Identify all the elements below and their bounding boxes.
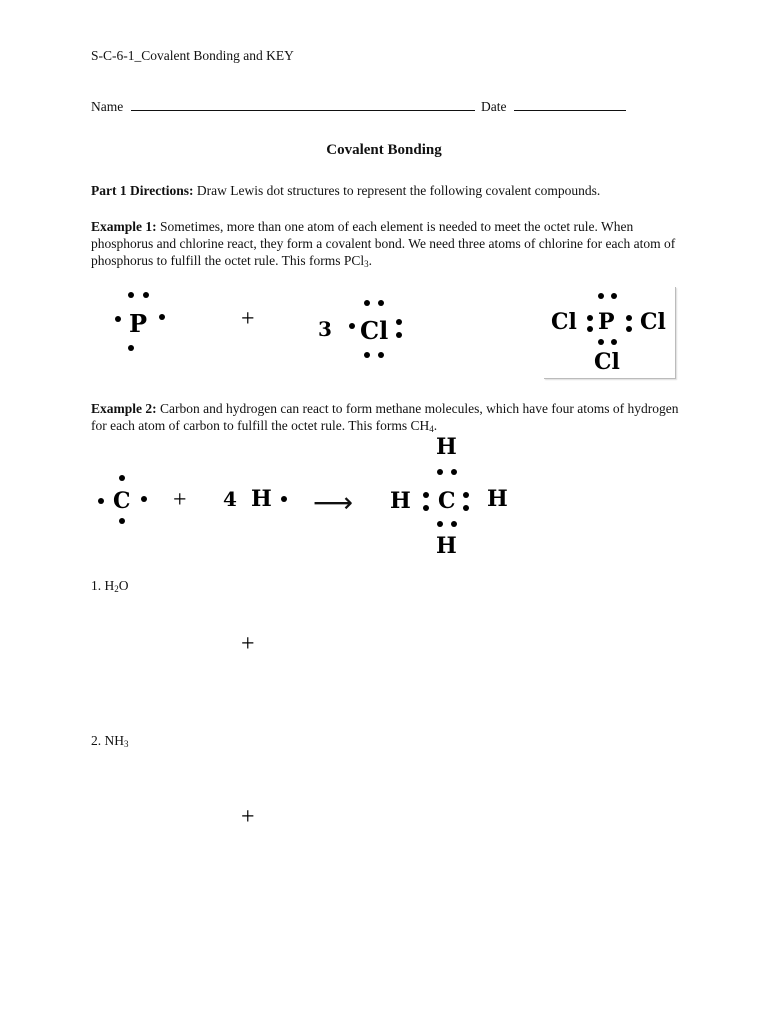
part1-text: Draw Lewis dot structures to represent the following covalent compounds. xyxy=(193,183,601,198)
electron-dot xyxy=(364,352,370,358)
chlorine-left-symbol: Cl xyxy=(551,309,577,335)
electron-dot xyxy=(598,293,604,299)
example1-lead: Example 1: xyxy=(91,219,157,234)
hydrogen-right-symbol: H xyxy=(487,486,508,512)
example2-text: Carbon and hydrogen can react to form methane molecules, which have four atoms of hydrogen for each atom of carbon to fulfill the octet rule. This forms CH xyxy=(91,401,679,433)
question-1-suffix: O xyxy=(118,578,129,593)
name-label: Name xyxy=(91,99,124,114)
electron-dot xyxy=(611,293,617,299)
example2-end: . xyxy=(433,418,438,433)
electron-dot xyxy=(611,339,617,345)
electron-dot xyxy=(587,326,593,332)
date-label: Date xyxy=(480,99,507,114)
electron-dot xyxy=(437,521,443,527)
date-blank[interactable] xyxy=(514,98,626,111)
electron-dot xyxy=(378,352,384,358)
chlorine-bottom-symbol: Cl xyxy=(594,349,620,375)
electron-dot xyxy=(378,300,384,306)
name-blank[interactable] xyxy=(131,98,475,111)
phosphorus-center-symbol: P xyxy=(598,309,615,335)
chlorine-right-symbol: Cl xyxy=(640,309,666,335)
name-date-line xyxy=(91,98,626,115)
question-2-prefix: 2. NH xyxy=(91,733,124,748)
chlorine-symbol: Cl xyxy=(360,316,389,345)
hydrogen-symbol: H xyxy=(251,486,272,512)
electron-dot xyxy=(159,314,165,320)
electron-dot xyxy=(396,332,402,338)
question-1-prefix: 1. H xyxy=(91,578,115,593)
example2-paragraph xyxy=(91,400,681,438)
example2-subscript: 4 xyxy=(429,424,434,434)
plus-sign: + xyxy=(241,306,255,332)
question-1-plus: + xyxy=(241,631,255,657)
example1-end: . xyxy=(368,253,372,268)
page-title: Covalent Bonding xyxy=(326,142,442,158)
electron-dot xyxy=(141,496,147,502)
electron-dot xyxy=(423,505,429,511)
electron-dot xyxy=(626,326,632,332)
hydrogen-left-symbol: H xyxy=(390,488,411,514)
electron-dot xyxy=(281,496,287,502)
document-header: S-C-6-1_Covalent Bonding and KEY xyxy=(91,48,294,63)
example1-subscript: 3 xyxy=(364,259,369,269)
electron-dot xyxy=(463,505,469,511)
hydrogen-top-symbol: H xyxy=(436,434,457,460)
electron-dot xyxy=(349,323,355,329)
question-2-plus: + xyxy=(241,804,255,830)
example1-paragraph xyxy=(91,218,681,273)
electron-dot xyxy=(451,469,457,475)
electron-dot xyxy=(119,518,125,524)
electron-dot xyxy=(364,300,370,306)
question-2 xyxy=(91,733,129,749)
example2-lead: Example 2: xyxy=(91,401,157,416)
example1-text: Sometimes, more than one atom of each element is needed to meet the octet rule. When phosphorus and chlorine react, they form a covalent bond. We need three atoms of chlorine for each atom of phosphorus to fulfill the octet rule. This forms PCl xyxy=(91,219,676,268)
electron-dot xyxy=(598,339,604,345)
coefficient: 3 xyxy=(318,317,332,341)
carbon-center-symbol: C xyxy=(438,488,456,514)
electron-dot xyxy=(115,316,121,322)
question-1-subscript: 2 xyxy=(114,584,119,594)
hydrogen-bottom-symbol: H xyxy=(436,533,457,559)
electron-dot xyxy=(451,521,457,527)
electron-dot xyxy=(128,345,134,351)
part1-lead: Part 1 Directions: xyxy=(91,183,194,198)
electron-dot xyxy=(437,469,443,475)
plus-sign: + xyxy=(173,487,187,513)
electron-dot xyxy=(396,319,402,325)
coefficient: 4 xyxy=(223,487,237,511)
electron-dot xyxy=(463,492,469,498)
electron-dot xyxy=(119,475,125,481)
electron-dot xyxy=(128,292,134,298)
phosphorus-symbol: P xyxy=(129,309,148,338)
electron-dot xyxy=(143,292,149,298)
carbon-symbol: C xyxy=(113,488,131,514)
question-2-subscript: 3 xyxy=(124,739,129,749)
part1-directions xyxy=(91,182,681,199)
electron-dot xyxy=(98,498,104,504)
electron-dot xyxy=(587,315,593,321)
electron-dot xyxy=(626,315,632,321)
question-1 xyxy=(91,578,129,594)
reaction-arrow: ⟶ xyxy=(313,486,354,519)
electron-dot xyxy=(423,492,429,498)
